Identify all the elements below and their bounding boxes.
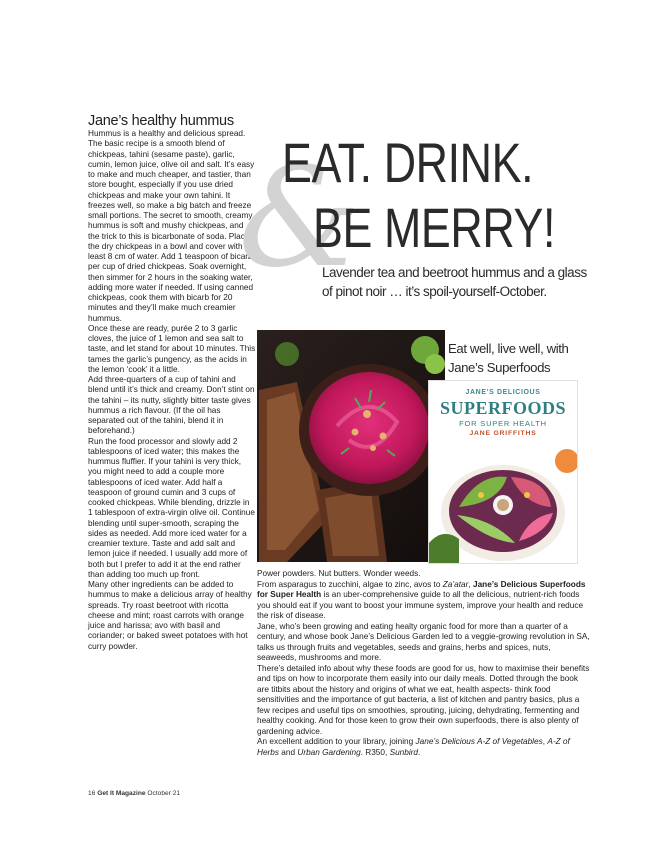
cover-title: SUPERFOODS bbox=[439, 398, 567, 418]
cover-author: JANE GRIFFITHS bbox=[469, 430, 537, 437]
book-cover bbox=[429, 381, 577, 563]
sidebar-title: Jane’s healthy hummus bbox=[88, 113, 234, 129]
review-text: , bbox=[468, 579, 473, 589]
superfood-bowl-image bbox=[429, 443, 577, 563]
review-text: , bbox=[542, 737, 548, 746]
page-folio bbox=[88, 790, 180, 797]
recipe-paragraph: Many other ingredients can be added to hummus to make a delicious array of healthy spreads. Try roast beetroot with ricotta cheese and mint; roast carrots with orange juice and harissa; avo with basil and coriander; or baked sweet potatoes with hot curry powder. bbox=[88, 580, 252, 651]
sidebar-recipe-text bbox=[88, 129, 256, 652]
headline-line-1: EAT. DRINK. bbox=[282, 131, 534, 194]
review-text: is an uber-comprehensive guide to all the delicious, nutrient-rich foods you should eat if you want to boost your immune system, improve your health and reduce the risk of disease. bbox=[257, 590, 584, 620]
issue-date: October 21 bbox=[147, 790, 181, 797]
cover-subtitle: FOR SUPER HEALTH bbox=[459, 419, 547, 428]
beetroot-hummus-photo bbox=[257, 330, 445, 562]
review-paragraph bbox=[257, 569, 592, 580]
review-text: . bbox=[418, 747, 421, 757]
hummus-bowl-image bbox=[257, 330, 445, 562]
review-paragraph: Jane, who’s been growing and eating healty organic food for more than a quarter of a century, and whose book Jane’s Delicious Garden led to a veggie-growing revolution in SA, talks us through fruits and vegetables, seeds and grains, herbs and spices, nuts, seaweeds, mushrooms and more. bbox=[257, 621, 590, 662]
page-number: 16 bbox=[88, 790, 96, 797]
ampersand-graphic: & bbox=[238, 137, 361, 298]
magazine-name: Get It Magazine bbox=[97, 790, 146, 797]
standfirst: Lavender tea and beetroot hummus and a glass of pinot noir … it’s spoil-yourself-October. bbox=[322, 265, 587, 299]
review-italic: Jane’s Delicious A-Z of Vegetables bbox=[415, 737, 543, 746]
review-paragraph bbox=[257, 580, 592, 622]
recipe-paragraph: Add three-quarters of a cup of tahini and blend until it’s thick and creamy. Don’t stint on the tahini – its nutty, slightly bitter taste gives hummus a rich flavour. (If the oil has separated out of the tahini, blend it in beforehand.) bbox=[88, 375, 255, 436]
review-italic: Sunbird bbox=[389, 747, 419, 757]
cover-kicker: JANE’S DELICIOUS bbox=[465, 389, 541, 396]
book-caption: Eat well, live well, with Jane’s Superfoods bbox=[448, 341, 569, 375]
review-italic: Za’atar bbox=[442, 579, 469, 589]
review-text: An excellent addition to your library, joining bbox=[257, 737, 416, 746]
review-text: . R350, bbox=[360, 747, 390, 757]
review-book-title: Jane’s Delicious Superfoods for Super Health bbox=[257, 579, 586, 599]
recipe-paragraph: Hummus is a healthy and delicious spread. The basic recipe is a smooth blend of chickpeas, tahini (sesame paste), garlic, cumin, lemon juice, olive oil and salt. It’s easy to make and much cheaper, and tastier, than store bought, especially if you use dried chickpeas and make your own tahini. It freezes well, so make a big batch and freeze small portions. The secret to smooth, creamy hummus is soft and mushy chickpeas, and the trick to this is bicarbonate of soda. Place the dry chickpeas in a bowl and cover with at least 8 cm of water. Add 1 teaspoon of bicarb per cup of dried chickpeas. Soak overnight, then simmer for 2 hours in the soaking water, adding more water if needed. If using canned chickpeas, cook them with bicarb for 20 minutes and they’ll make much creamier hummus. bbox=[88, 129, 255, 323]
review-italic: A-Z of Herbs bbox=[257, 737, 570, 757]
review-text: From asparagus to zucchini, algae to zinc, avos to bbox=[257, 579, 443, 589]
headline-line-2: BE MERRY! bbox=[313, 196, 556, 259]
review-paragraph: There’s detailed info about why these foods are good for us, how to maximise their benefits and tips on how to incorporate them easily into our daily meals. Dotted through the book are titbits about the history and origins of what we eat, health aspects- think food sensitivities and the importance of gut bacteria, a list of kitchen and pantry basics, plus a few recipes and useful tips on smoothies, sprouting, juicing, dehydrating, fermenting and healthy cooking. And for those keen to grow their own superfoods, there is also plenty of gardening advice. bbox=[257, 663, 590, 736]
review-text: and bbox=[279, 747, 298, 757]
book-review-text bbox=[257, 569, 592, 758]
review-italic: Urban Gardening bbox=[297, 747, 361, 757]
recipe-paragraph: Run the food processor and slowly add 2 tablespoons of iced water; this makes the hummus fluffier. If your tahini is very thick, you might need to add a couple more tablespoons of iced water. Add half a teaspoon of ground cumin and 3 cups of cooked chickpeas. While blending, drizzle in 1 tablespoon of extra-virgin olive oil. Continue blending until super-smooth, scraping the sides as needed. Add more iced water for a creamier texture. Taste and add salt and lemon juice if needed. I usually add more of both but I prefer to add it at the end rather than adding too much up front. bbox=[88, 436, 255, 579]
review-paragraph bbox=[257, 737, 592, 758]
review-lead: Power powders. Nut butters. Wonder weeds. bbox=[257, 569, 421, 578]
recipe-paragraph: Once these are ready, purée 2 to 3 garlic cloves, the juice of 1 lemon and sea salt to taste, and let stand for about 10 minutes. This tames the garlic’s pungency, as the acids in the lemon ‘cook’ it a little. bbox=[88, 323, 256, 374]
